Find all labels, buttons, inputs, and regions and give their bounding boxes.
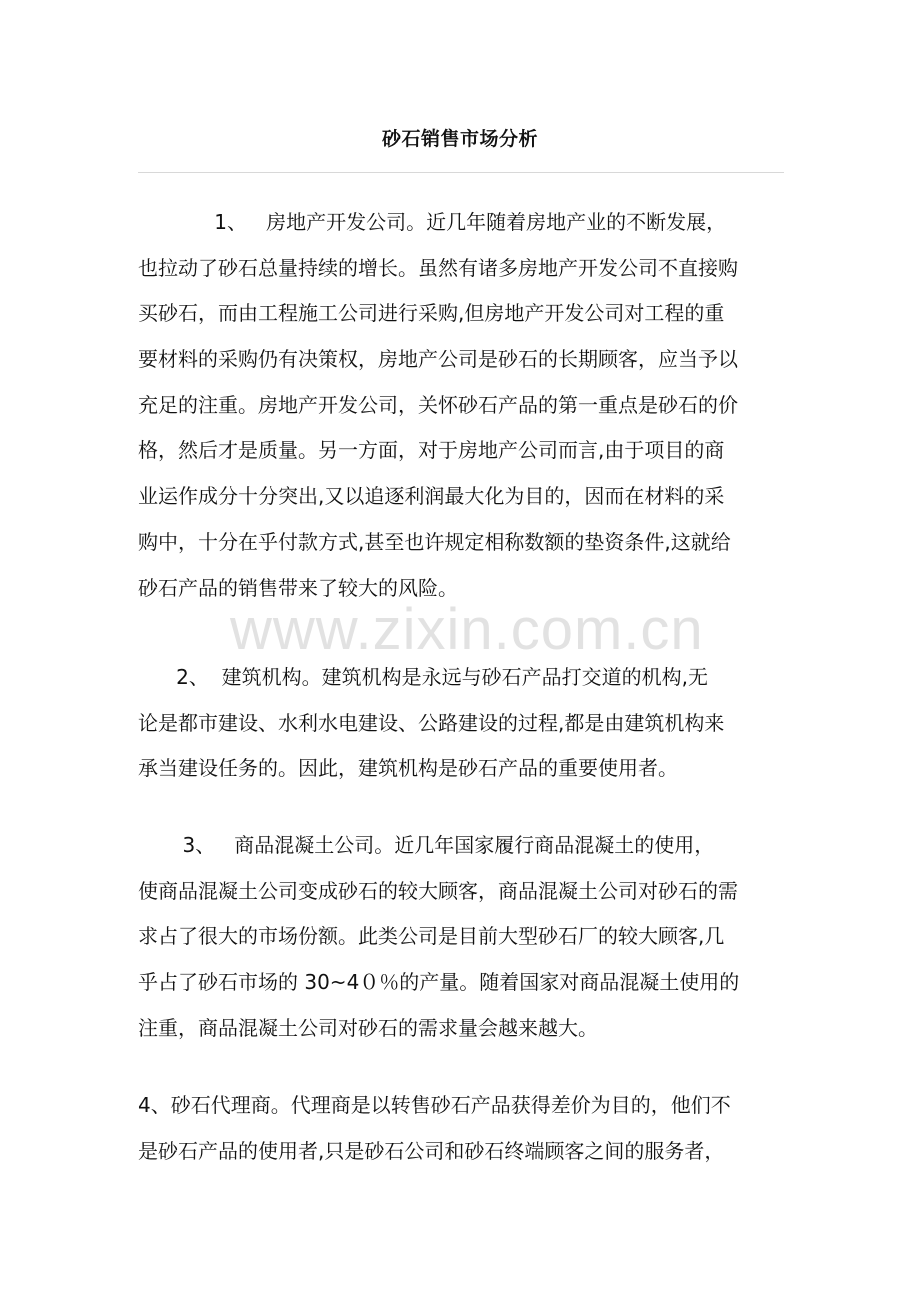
paragraph-1 xyxy=(138,200,788,611)
paragraph-line: 购中，十分在乎付款方式,甚至也许规定相称数额的垫资条件,这就给 xyxy=(138,529,731,554)
paragraph-3 xyxy=(138,823,788,1051)
paragraph-line: 业运作成分十分突出,又以追逐利润最大化为目的，因而在材料的采 xyxy=(138,484,725,509)
paragraph-line: 承当建设任务的。因此，建筑机构是砂石产品的重要使用者。 xyxy=(138,756,678,781)
paragraph-line: 3、 商品混凝土公司。近几年国家履行商品混凝土的使用， xyxy=(138,833,715,857)
paragraph-line: 2、 建筑机构。建筑机构是永远与砂石产品打交道的机构,无 xyxy=(138,665,708,689)
document-title: 砂石销售市场分析 xyxy=(381,128,538,150)
paragraph-line: 格，然后才是质量。另一方面，对于房地产公司而言,由于项目的商 xyxy=(138,438,725,463)
paragraph-line: 求占了很大的市场份额。此类公司是目前大型砂石厂的较大顾客,几 xyxy=(138,924,725,949)
paragraph-line: 注重，商品混凝土公司对砂石的需求量会越来越大。 xyxy=(138,1015,598,1040)
watermark: www.zixin.com.cn xyxy=(230,597,704,662)
paragraph-line: 买砂石，而由工程施工公司进行采购,但房地产开发公司对工程的重 xyxy=(138,301,725,326)
paragraph-line: 1、 房地产开发公司。近几年随着房地产业的不断发展， xyxy=(138,210,727,234)
paragraph-line: 使商品混凝土公司变成砂石的较大顾客，商品混凝土公司对砂石的需 xyxy=(138,878,738,903)
paragraph-line: 要材料的采购仍有决策权，房地产公司是砂石的长期顾客，应当予以 xyxy=(138,347,738,372)
paragraph-2 xyxy=(138,655,788,792)
title-divider xyxy=(138,172,784,173)
paragraph-4 xyxy=(138,1083,788,1174)
paragraph-line: 充足的注重。房地产开发公司，关怀砂石产品的第一重点是砂石的价 xyxy=(138,392,738,417)
paragraph-line: 论是都市建设、水利水电建设、公路建设的过程,都是由建筑机构来 xyxy=(138,710,725,735)
paragraph-line: 也拉动了砂石总量持续的增长。虽然有诸多房地产开发公司不直接购 xyxy=(138,255,738,280)
paragraph-line: 4、砂石代理商。代理商是以转售砂石产品获得差价为目的，他们不 xyxy=(138,1093,731,1117)
paragraph-line: 砂石产品的销售带来了较大的风险。 xyxy=(138,575,458,600)
paragraph-line: 乎占了砂石市场的 30~4０％的产量。随着国家对商品混凝土使用的 xyxy=(138,970,740,995)
paragraph-line: 是砂石产品的使用者,只是砂石公司和砂石终端顾客之间的服务者， xyxy=(138,1138,725,1163)
